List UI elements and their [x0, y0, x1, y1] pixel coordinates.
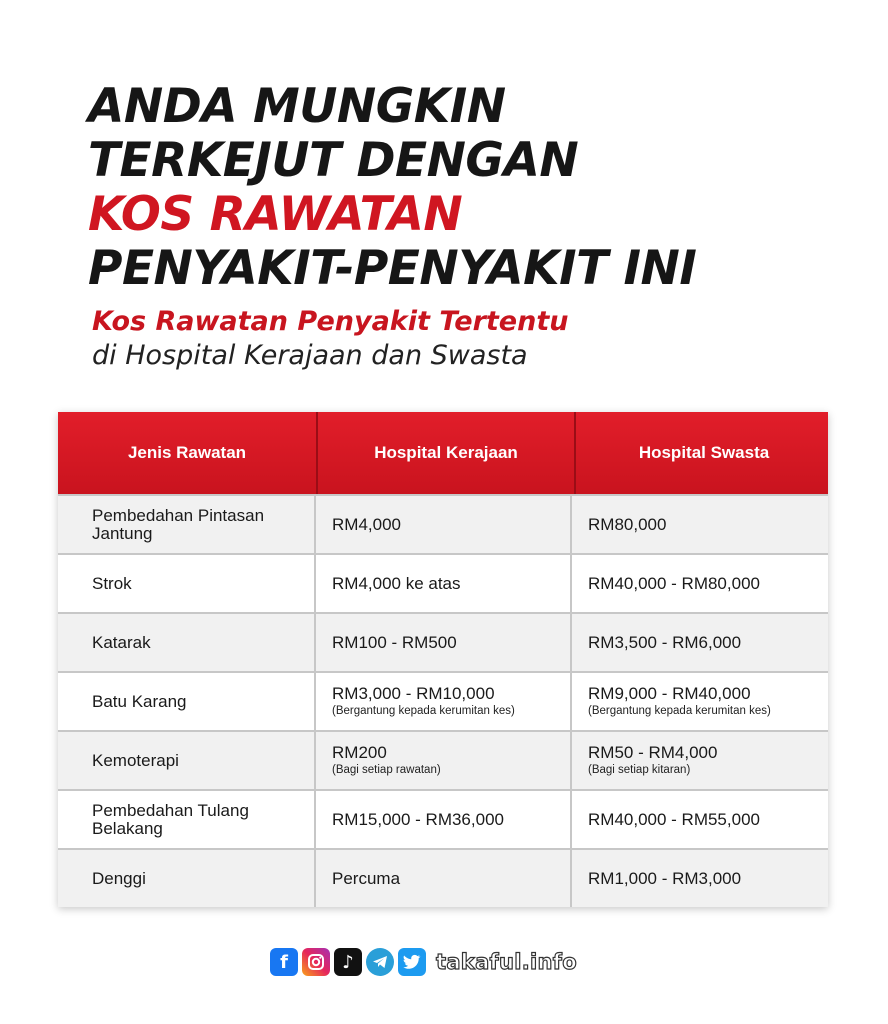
facebook-icon[interactable]: f: [270, 948, 298, 976]
header-jenis-rawatan: Jenis Rawatan: [58, 412, 318, 494]
website-link[interactable]: takaful.info: [436, 950, 577, 974]
subtitle-line-2: di Hospital Kerajaan dan Swasta: [92, 340, 528, 371]
headline-line-3: KOS RAWATAN: [88, 187, 463, 242]
table-row: [58, 612, 828, 671]
table-row: [58, 553, 828, 612]
subtitle: [92, 305, 812, 373]
subtitle-line-1: Kos Rawatan Penyakit Tertentu: [92, 306, 569, 337]
cost-table: [58, 412, 828, 907]
cell-note: (Bagi setiap rawatan): [332, 764, 441, 776]
cell-kerajaan: RM3,000 - RM10,000 (Bergantung kepada kerumitan kes): [316, 673, 572, 730]
cell-kerajaan: Percuma: [316, 850, 572, 907]
table-body: [58, 494, 828, 907]
cell-jenis: Pembedahan Pintasan Jantung: [58, 496, 316, 553]
cell-jenis: Kemoterapi: [58, 732, 316, 789]
header-hospital-kerajaan: Hospital Kerajaan: [318, 412, 576, 494]
cell-jenis: Denggi: [58, 850, 316, 907]
cell-jenis: Batu Karang: [58, 673, 316, 730]
header-hospital-swasta: Hospital Swasta: [638, 443, 770, 462]
cell-kerajaan: RM4,000: [316, 496, 572, 553]
headline-line-4: PENYAKIT-PENYAKIT INI: [88, 241, 697, 296]
cell-swasta: RM80,000: [588, 514, 667, 534]
headline: [88, 80, 848, 296]
cell-kerajaan: RM15,000 - RM36,000: [316, 791, 572, 848]
cell-jenis: Katarak: [58, 614, 316, 671]
cell-swasta: RM40,000 - RM80,000: [588, 573, 760, 593]
table-header: [58, 412, 828, 494]
telegram-icon[interactable]: [366, 948, 394, 976]
twitter-icon[interactable]: [398, 948, 426, 976]
headline-line-2: TERKEJUT DENGAN: [88, 133, 579, 188]
table-row: [58, 671, 828, 730]
table-row: [58, 789, 828, 848]
footer: [270, 946, 577, 978]
cell-note: (Bagi setiap kitaran): [588, 764, 691, 776]
cell-swasta: RM50 - RM4,000 (Bagi setiap kitaran): [572, 732, 828, 789]
instagram-icon[interactable]: [302, 948, 330, 976]
tiktok-icon[interactable]: ♪: [334, 948, 362, 976]
cell-kerajaan: RM100 - RM500: [316, 614, 572, 671]
table-row: [58, 494, 828, 553]
cell-swasta: RM40,000 - RM55,000: [588, 809, 760, 829]
cell-jenis: Pembedahan Tulang Belakang: [58, 791, 316, 848]
table-row: [58, 730, 828, 789]
cell-note: (Bergantung kepada kerumitan kes): [332, 705, 515, 717]
cell-swasta: RM1,000 - RM3,000: [588, 868, 742, 888]
headline-line-1: ANDA MUNGKIN: [88, 79, 506, 134]
cell-swasta: RM9,000 - RM40,000 (Bergantung kepada kerumitan kes): [572, 673, 828, 730]
cell-note: (Bergantung kepada kerumitan kes): [588, 705, 771, 717]
cell-jenis: Strok: [58, 555, 316, 612]
cell-kerajaan: RM200 (Bagi setiap rawatan): [316, 732, 572, 789]
cell-swasta: RM3,500 - RM6,000: [588, 632, 742, 652]
cell-kerajaan: RM4,000 ke atas: [316, 555, 572, 612]
table-row: [58, 848, 828, 907]
